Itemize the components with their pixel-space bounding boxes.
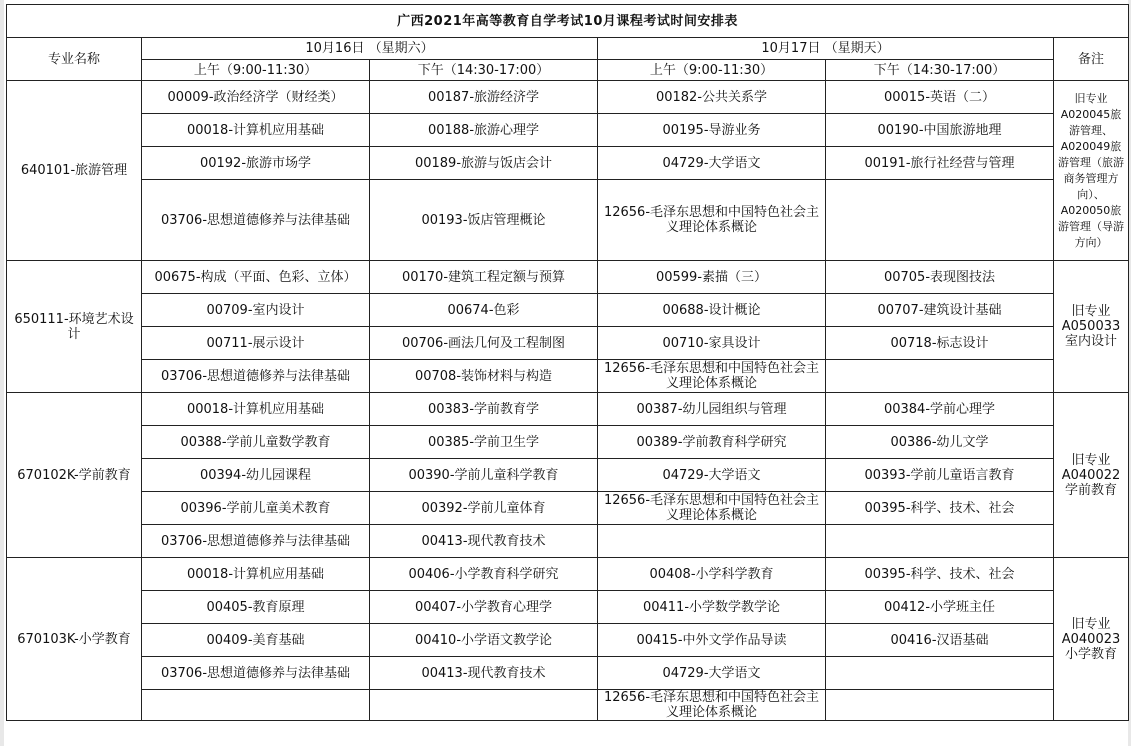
course-cell-day2-pm[interactable] <box>826 525 1054 558</box>
note-cell[interactable]: 旧专业A040023小学教育 <box>1054 558 1129 721</box>
note-cell[interactable]: 旧专业A020045旅游管理、A020049旅游管理（旅游商务管理方向）、A020050旅游管理（导游方向） <box>1054 81 1129 261</box>
course-cell-day1-am[interactable]: 00018-计算机应用基础 <box>142 114 370 147</box>
course-cell-day1-am[interactable]: 00405-教育原理 <box>142 591 370 624</box>
table-row <box>7 459 1129 492</box>
course-cell-day2-am[interactable]: 00688-设计概论 <box>598 294 826 327</box>
course-cell-day2-am[interactable]: 00387-幼儿园组织与管理 <box>598 393 826 426</box>
course-cell-day2-am[interactable]: 00195-导游业务 <box>598 114 826 147</box>
table-row <box>7 558 1129 591</box>
course-cell-day2-am[interactable]: 04729-大学语文 <box>598 147 826 180</box>
table-row <box>7 114 1129 147</box>
course-cell-day1-am[interactable]: 00394-幼儿园课程 <box>142 459 370 492</box>
course-cell-day1-am[interactable]: 00388-学前儿童数学教育 <box>142 426 370 459</box>
course-cell-day2-am[interactable]: 04729-大学语文 <box>598 657 826 690</box>
table-row <box>7 81 1129 114</box>
course-cell-day2-pm[interactable]: 00393-学前儿童语言教育 <box>826 459 1054 492</box>
header-day1[interactable]: 10月16日 （星期六） <box>142 38 598 60</box>
course-cell-day1-am[interactable] <box>142 690 370 721</box>
course-cell-day1-am[interactable]: 00192-旅游市场学 <box>142 147 370 180</box>
course-cell-day2-pm[interactable]: 00718-标志设计 <box>826 327 1054 360</box>
course-cell-day1-am[interactable]: 00709-室内设计 <box>142 294 370 327</box>
header-day2[interactable]: 10月17日 （星期天） <box>598 38 1054 60</box>
course-cell-day1-am[interactable]: 00018-计算机应用基础 <box>142 558 370 591</box>
course-cell-day1-pm[interactable]: 00390-学前儿童科学教育 <box>370 459 598 492</box>
course-cell-day2-am[interactable]: 12656-毛泽东思想和中国特色社会主义理论体系概论 <box>598 492 826 525</box>
course-cell-day1-pm[interactable]: 00189-旅游与饭店会计 <box>370 147 598 180</box>
course-cell-day2-am[interactable]: 00408-小学科学教育 <box>598 558 826 591</box>
exam-schedule-table <box>6 4 1129 721</box>
course-cell-day2-pm[interactable]: 00707-建筑设计基础 <box>826 294 1054 327</box>
course-cell-day2-am[interactable] <box>598 525 826 558</box>
course-cell-day1-am[interactable]: 00409-美育基础 <box>142 624 370 657</box>
table-row <box>7 261 1129 294</box>
course-cell-day1-am[interactable]: 00009-政治经济学（财经类） <box>142 81 370 114</box>
table-row <box>7 525 1129 558</box>
course-cell-day1-pm[interactable]: 00406-小学教育科学研究 <box>370 558 598 591</box>
course-cell-day1-am[interactable]: 03706-思想道德修养与法律基础 <box>142 360 370 393</box>
header-day1-pm[interactable]: 下午（14:30-17:00） <box>370 60 598 81</box>
course-cell-day2-pm[interactable]: 00395-科学、技术、社会 <box>826 492 1054 525</box>
header-note[interactable]: 备注 <box>1054 38 1129 81</box>
major-name-cell[interactable]: 670102K-学前教育 <box>7 393 142 558</box>
course-cell-day1-pm[interactable] <box>370 690 598 721</box>
course-cell-day1-pm[interactable]: 00413-现代教育技术 <box>370 525 598 558</box>
table-row <box>7 327 1129 360</box>
course-cell-day2-am[interactable]: 00599-素描（三） <box>598 261 826 294</box>
course-cell-day2-pm[interactable]: 00395-科学、技术、社会 <box>826 558 1054 591</box>
header-day2-pm[interactable]: 下午（14:30-17:00） <box>826 60 1054 81</box>
course-cell-day1-am[interactable]: 00711-展示设计 <box>142 327 370 360</box>
note-cell[interactable]: 旧专业A040022学前教育 <box>1054 393 1129 558</box>
course-cell-day1-pm[interactable]: 00706-画法几何及工程制图 <box>370 327 598 360</box>
table-row <box>7 690 1129 721</box>
left-gutter <box>0 0 4 746</box>
course-cell-day1-pm[interactable]: 00413-现代教育技术 <box>370 657 598 690</box>
major-name-cell[interactable]: 670103K-小学教育 <box>7 558 142 721</box>
course-cell-day1-pm[interactable]: 00674-色彩 <box>370 294 598 327</box>
course-cell-day2-pm[interactable]: 00384-学前心理学 <box>826 393 1054 426</box>
header-day2-am[interactable]: 上午（9:00-11:30） <box>598 60 826 81</box>
course-cell-day2-pm[interactable]: 00416-汉语基础 <box>826 624 1054 657</box>
major-name-cell[interactable]: 650111-环境艺术设计 <box>7 261 142 393</box>
course-cell-day1-pm[interactable]: 00193-饭店管理概论 <box>370 180 598 261</box>
table-row <box>7 147 1129 180</box>
course-cell-day1-am[interactable]: 00675-构成（平面、色彩、立体） <box>142 261 370 294</box>
major-name-cell[interactable]: 640101-旅游管理 <box>7 81 142 261</box>
course-cell-day2-pm[interactable]: 00386-幼儿文学 <box>826 426 1054 459</box>
course-cell-day1-pm[interactable]: 00383-学前教育学 <box>370 393 598 426</box>
course-cell-day1-pm[interactable]: 00392-学前儿童体育 <box>370 492 598 525</box>
course-cell-day1-pm[interactable]: 00187-旅游经济学 <box>370 81 598 114</box>
header-major[interactable]: 专业名称 <box>7 38 142 81</box>
course-cell-day2-am[interactable]: 00411-小学数学教学论 <box>598 591 826 624</box>
course-cell-day1-pm[interactable]: 00188-旅游心理学 <box>370 114 598 147</box>
table-row <box>7 180 1129 261</box>
course-cell-day2-am[interactable]: 12656-毛泽东思想和中国特色社会主义理论体系概论 <box>598 360 826 393</box>
course-cell-day1-pm[interactable]: 00708-装饰材料与构造 <box>370 360 598 393</box>
course-cell-day1-am[interactable]: 03706-思想道德修养与法律基础 <box>142 180 370 261</box>
course-cell-day1-am[interactable]: 00018-计算机应用基础 <box>142 393 370 426</box>
course-cell-day2-pm[interactable]: 00015-英语（二） <box>826 81 1054 114</box>
course-cell-day2-am[interactable]: 00710-家具设计 <box>598 327 826 360</box>
course-cell-day1-am[interactable]: 00396-学前儿童美术教育 <box>142 492 370 525</box>
course-cell-day2-am[interactable]: 00182-公共关系学 <box>598 81 826 114</box>
course-cell-day1-pm[interactable]: 00407-小学教育心理学 <box>370 591 598 624</box>
table-row <box>7 657 1129 690</box>
course-cell-day2-pm[interactable] <box>826 360 1054 393</box>
course-cell-day2-am[interactable]: 00415-中外文学作品导读 <box>598 624 826 657</box>
course-cell-day1-am[interactable]: 03706-思想道德修养与法律基础 <box>142 525 370 558</box>
header-day1-am[interactable]: 上午（9:00-11:30） <box>142 60 370 81</box>
table-row <box>7 393 1129 426</box>
course-cell-day2-pm[interactable]: 00191-旅行社经营与管理 <box>826 147 1054 180</box>
course-cell-day2-pm[interactable]: 00412-小学班主任 <box>826 591 1054 624</box>
course-cell-day2-pm[interactable]: 00190-中国旅游地理 <box>826 114 1054 147</box>
course-cell-day2-pm[interactable] <box>826 180 1054 261</box>
note-cell[interactable]: 旧专业A050033室内设计 <box>1054 261 1129 393</box>
course-cell-day1-am[interactable]: 03706-思想道德修养与法律基础 <box>142 657 370 690</box>
course-cell-day2-pm[interactable] <box>826 690 1054 721</box>
table-row <box>7 294 1129 327</box>
table-row <box>7 426 1129 459</box>
course-cell-day1-pm[interactable]: 00170-建筑工程定额与预算 <box>370 261 598 294</box>
course-cell-day2-pm[interactable] <box>826 657 1054 690</box>
course-cell-day2-am[interactable]: 12656-毛泽东思想和中国特色社会主义理论体系概论 <box>598 180 826 261</box>
course-cell-day2-pm[interactable]: 00705-表现图技法 <box>826 261 1054 294</box>
course-cell-day2-am[interactable]: 12656-毛泽东思想和中国特色社会主义理论体系概论 <box>598 690 826 721</box>
table-row <box>7 624 1129 657</box>
course-cell-day2-am[interactable]: 00389-学前教育科学研究 <box>598 426 826 459</box>
table-row <box>7 492 1129 525</box>
course-cell-day2-am[interactable]: 04729-大学语文 <box>598 459 826 492</box>
table-row <box>7 591 1129 624</box>
course-cell-day1-pm[interactable]: 00385-学前卫生学 <box>370 426 598 459</box>
table-row <box>7 360 1129 393</box>
table-title[interactable]: 广西2021年高等教育自学考试10月课程考试时间安排表 <box>7 5 1129 38</box>
course-cell-day1-pm[interactable]: 00410-小学语文教学论 <box>370 624 598 657</box>
